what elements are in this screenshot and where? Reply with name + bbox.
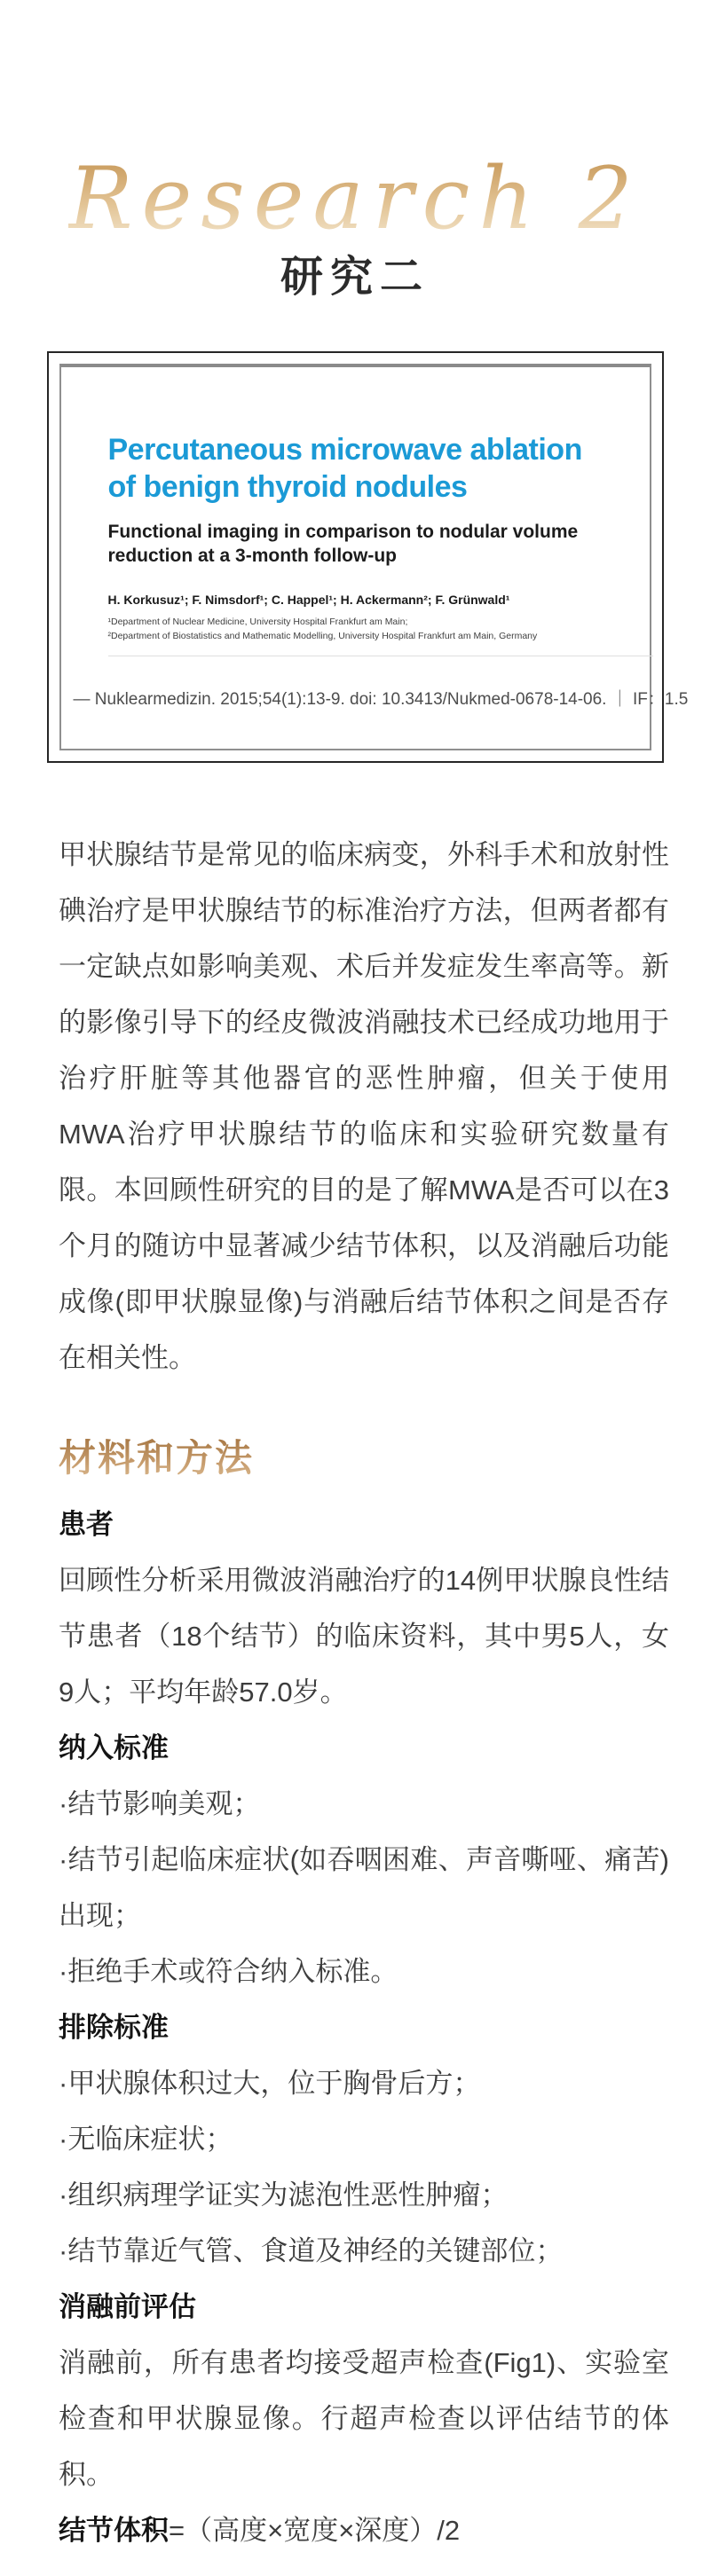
subsection-heading-exclusion: 排除标准 [59, 2012, 169, 2043]
bullet-item: ·组织病理学证实为滤泡性恶性肿瘤； [59, 2179, 509, 2211]
paper-subtitle: Functional imaging in comparison to nodular volume reduction at a 3-month follow-up [107, 522, 579, 566]
paper-citation: — Nuklearmedizin. 2015;54(1):13-9. doi: 10.3413/Nukmed-0678-14-06. ｜ IF：1.5 [73, 690, 689, 709]
bullet-item: ·结节引起临床症状(如吞咽困难、声音嘶哑、痛苦)出现； [59, 1844, 669, 1931]
bullet-item: ·甲状腺体积过大，位于胸骨后方； [59, 2068, 481, 2099]
paper-affiliations [108, 615, 614, 643]
formula-nodule-volume [59, 2502, 669, 2558]
subsection-heading-patients: 患者 [59, 1509, 114, 1540]
paper-affiliation-2: ²Department of Biostatistics and Mathematic Modelling, University Hospital Frankfurt am Main, Germany [107, 631, 538, 641]
formula-label: 结节体积 [59, 2515, 169, 2546]
section-title-methods [59, 1432, 669, 1488]
subsection-heading-preablation: 消融前评估 [59, 2291, 196, 2322]
header [0, 0, 710, 302]
bullet-item: ·无临床症状； [59, 2124, 233, 2155]
bullet-item: ·结节影响美观； [59, 1788, 261, 1819]
paper-title: Percutaneous microwave ablation of benign thyroid nodules [107, 433, 582, 504]
paragraph-preablation: 消融前，所有患者均接受超声检查(Fig1)、实验室检查和甲状腺显像。行超声检查以评估结节的体积。 [59, 2347, 669, 2490]
research-script-title: Research 2 [68, 149, 642, 248]
bullet-item: ·结节靠近气管、食道及神经的关键部位； [59, 2235, 564, 2266]
paper-affiliation-1: ¹Department of Nuclear Medicine, University Hospital Frankfurt am Main; [107, 617, 408, 627]
paper-authors: H. Korkusuz¹; F. Nimsdorf¹; C. Happel¹; H. Ackermann²; F. Grünwald¹ [107, 593, 510, 607]
bullet-item: ·拒绝手术或符合纳入标准。 [59, 1956, 398, 1987]
paper-card [47, 351, 689, 763]
paragraph-patients: 回顾性分析采用微波消融治疗的14例甲状腺良性结节患者（18个结节）的临床资料，其中男5人，女9人；平均年龄57.0岁。 [59, 1565, 669, 1708]
research-cn-title: 研究二 [280, 254, 430, 301]
paper-card-inner [59, 364, 689, 750]
intro-paragraph: 甲状腺结节是常见的临床病变，外科手术和放射性碘治疗是甲状腺结节的标准治疗方法，但两者都有一定缺点如影响美观、术后并发症发生率高等。新的影像引导下的经皮微波消融技术已经成功地用于治疗肝脏等其他器官的恶性肿瘤，但关于使用MWA治疗甲状腺结节的临床和实验研究数量有限。本回顾性研究的目的是了解MWA是否可以在3个月的随访中显著减少结节体积，以及消融后功能成像(即甲状腺显像)与消融后结节体积之间是否存在相关性。 [59, 839, 669, 1373]
section-title-text: 材料和方法 [59, 1439, 255, 1480]
article-body [59, 827, 669, 2558]
formula-expression: =（高度×宽度×深度）/2 [169, 2515, 461, 2546]
subsection-heading-inclusion: 纳入标准 [59, 1732, 169, 1763]
